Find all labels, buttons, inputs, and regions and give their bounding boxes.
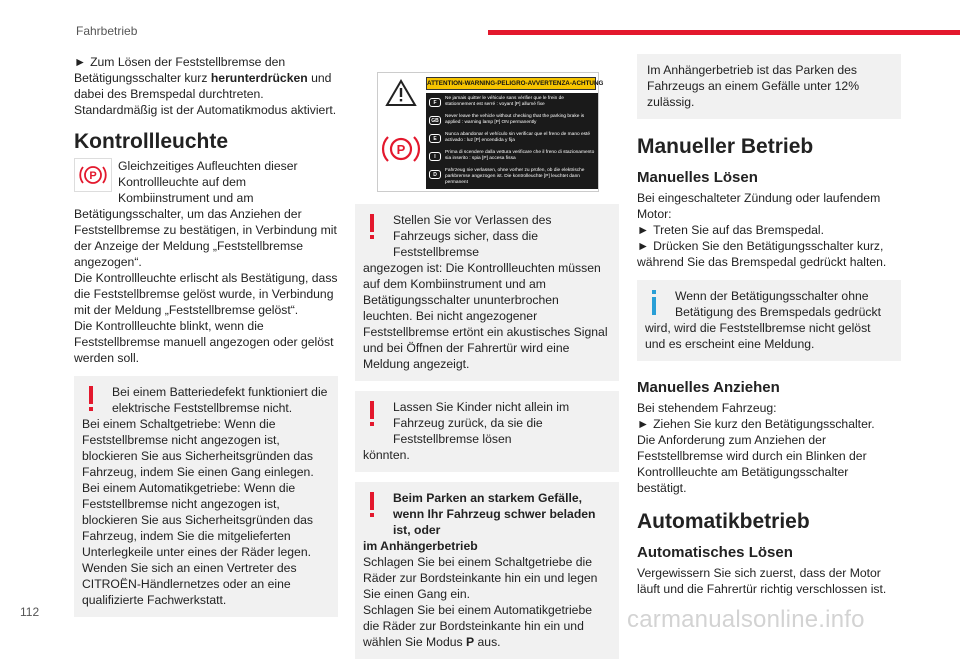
warning-exclamation-icon [367, 401, 377, 429]
label-language-rows [426, 93, 598, 189]
warning-box-slope: Beim Parken an starkem Gefälle, wenn Ihr Fahrzeug schwer beladen ist, oder im Anhängerbetrieb Schlagen Sie bei einem Schaltgetriebe die Räder zur Bordsteinkante hin ein und legen Sie einen Gang ein. Schlagen Sie bei einem Automatikgetriebe die Räder zur Bordsteinkante hin ein und wählen Sie Modus P aus. [355, 482, 619, 659]
warning-p1: Bei einem Schaltgetriebe: Wenn die Feststellbremse nicht angezogen ist, blockieren Sie aus Sicherheitsgründen das Fahrzeug, indem Sie einen Gang einlegen. [82, 417, 314, 479]
warning-box-leave-vehicle: Stellen Sie vor Verlassen des Fahrzeugs sicher, dass die Feststellbremse angezogen ist: Die Kontrollleuchten müssen auf dem Kombiinstrument und am Betätigungsschalter ununterbrochen leuchten. Bei nicht angezogener Feststellbremse ertönt ein akustisches Signal und bei Öffnen der Fahrertür wird eine Meldung angezeigt. [355, 204, 619, 381]
warning-exclamation-icon [86, 386, 96, 414]
note-box-trailer: Im Anhängerbetrieb ist das Parken des Fahrzeugs an einem Gefälle unter 12% zulässig. [637, 54, 901, 119]
info-box-brake-pedal: Wenn der Betätigungsschalter ohne Betätigung des Bremspedals gedrückt wird, wird die Feststellbremse nicht gelöst und es erscheint eine Meldung. [637, 280, 901, 361]
warning-p2: Bei einem Automatikgetriebe: Wenn die Feststellbremse nicht angezogen ist, blockieren Sie aus Sicherheitsgründen das Fahrzeug, indem Sie die mitgelieferten Unterlegkeile unter eines der Räder legen. [82, 481, 314, 559]
page-number: 112 [20, 605, 40, 619]
header-accent-bar [488, 30, 960, 35]
bullet-arrow-icon: ► [637, 223, 650, 237]
label-row: F Ne jamais quitter le véhicule sans vérifier que le frein de stationnement est serré : voyant [P] allumé fixe [426, 95, 598, 111]
running-header: Fahrbetrieb [76, 24, 138, 38]
intro-paragraph: ► Zum Lösen der Feststellbremse den Betätigungsschalter kurz herunterdrücken und dabei des Bremspedal durchtreten. [74, 55, 332, 101]
warning-label [377, 72, 604, 192]
kontroll-text: Gleichzeitiges Aufleuchten dieser Kontrollleuchte auf dem Kombiinstrument und am Betätigungsschalter, um das Anziehen der Feststellbremse zu bestätigen, in Verbindung mit der Anzeige der Meldung „Feststellbremse angezogen“. [74, 159, 337, 269]
heading-manual-release: Manuelles Lösen [637, 169, 758, 186]
kontroll-text-3: Die Kontrollleuchte blinkt, wenn die Feststellbremse manuell angezogen oder gelöst werden soll. [74, 319, 334, 365]
svg-text:P: P [89, 170, 97, 182]
warning-exclamation-icon [367, 492, 377, 520]
heading-manual-operation: Manueller Betrieb [637, 135, 814, 158]
heading-automatic-release: Automatisches Lösen [637, 544, 793, 561]
watermark: carmanualsonline.info [627, 606, 865, 633]
label-icons [378, 73, 424, 191]
bullet-arrow-icon: ► [637, 417, 650, 431]
bullet-arrow-icon: ► [637, 239, 650, 253]
column-middle [355, 54, 619, 659]
parking-brake-warning-icon [74, 158, 112, 192]
label-row: D Fahrzeug nie verlassen, ohne vorher zu prüfen, ob die elektrische parkbremse angezogen ist. Die kontrolleuchte [P] leuchtet dann permanent [426, 167, 598, 183]
intro-line-2: Standardmäßig ist der Automatikmodus aktiviert. [74, 103, 337, 117]
kontroll-text-2: Die Kontrollleuchte erlischt als Bestätigung, dass die Feststellbremse gelöst wurde, in Verbindung mit der Meldung „Feststellbremse gelöst“. [74, 271, 338, 317]
heading-automatic-operation: Automatikbetrieb [637, 510, 810, 533]
label-header: ATTENTION-WARNING-PELIGRO-AVVERTENZA-ACHTUNG [426, 77, 596, 90]
label-row: I Prima di scendere dalla vettura verificare che il freno di stazionamento sia inserito : spia [P] accesa fissa [426, 149, 598, 165]
warning-box-children: Lassen Sie Kinder nicht allein im Fahrzeug zurück, da sie die Feststellbremse lösen könnten. [355, 391, 619, 472]
warning-label-illustration [355, 72, 619, 192]
svg-text:P: P [396, 142, 406, 157]
column-right: Im Anhängerbetrieb ist das Parken des Fahrzeugs an einem Gefälle unter 12% zulässig. Manueller Betrieb Manuelles Lösen Bei eingeschalteter Zündung oder laufendem Motor: ► Treten Sie auf das Bremspedal. ► Drücken Sie den Betätigungsschalter kurz, während Sie das Bremspedal gedrückt halten. Wenn der Betätigungsschalter ohne Betätigung des Bremspedals gedrückt wird, wird die Feststellbremse nicht gelöst und es erscheint eine Meldung. Manuelles Anziehen Bei stehendem Fahrzeug: ► Ziehen Sie kurz den Betätigungsschalter. Die Anforderung zum Anziehen der Feststellbremse wird durch ein Blinken der Kontrollleuchte am Betätigungsschalter bestätigt. Automatikbetrieb Automatisches Lösen Vergewissern Sie sich zuerst, dass der Motor läuft und die Fahrertür richtig verschlossen ist. [637, 54, 901, 597]
warning-box-battery [74, 376, 338, 617]
label-row: E Nunca abandonar el vehículo sin verificar que el freno de mano esté activado : luz [P] encendida y fija [426, 131, 598, 147]
kontroll-block [74, 158, 338, 366]
warning-lead: Bei einem Batteriedefekt funktioniert die elektrische Feststellbremse nicht. [112, 385, 328, 415]
heading-kontrollleuchte: Kontrollleuchte [74, 130, 229, 153]
warning-p3: Wenden Sie sich an einen Vertreter des CITROËN-Händlernetzes oder an eine qualifizierte Fachwerkstatt. [82, 561, 297, 607]
heading-manual-apply: Manuelles Anziehen [637, 379, 780, 396]
label-row: GB Never leave the vehicle without checking that the parking brake is applied : warning lamp [P] ON permanently [426, 113, 598, 129]
info-icon [649, 290, 659, 318]
warning-exclamation-icon [367, 214, 377, 242]
bullet-arrow-icon: ► [74, 55, 87, 69]
column-left [74, 54, 338, 617]
